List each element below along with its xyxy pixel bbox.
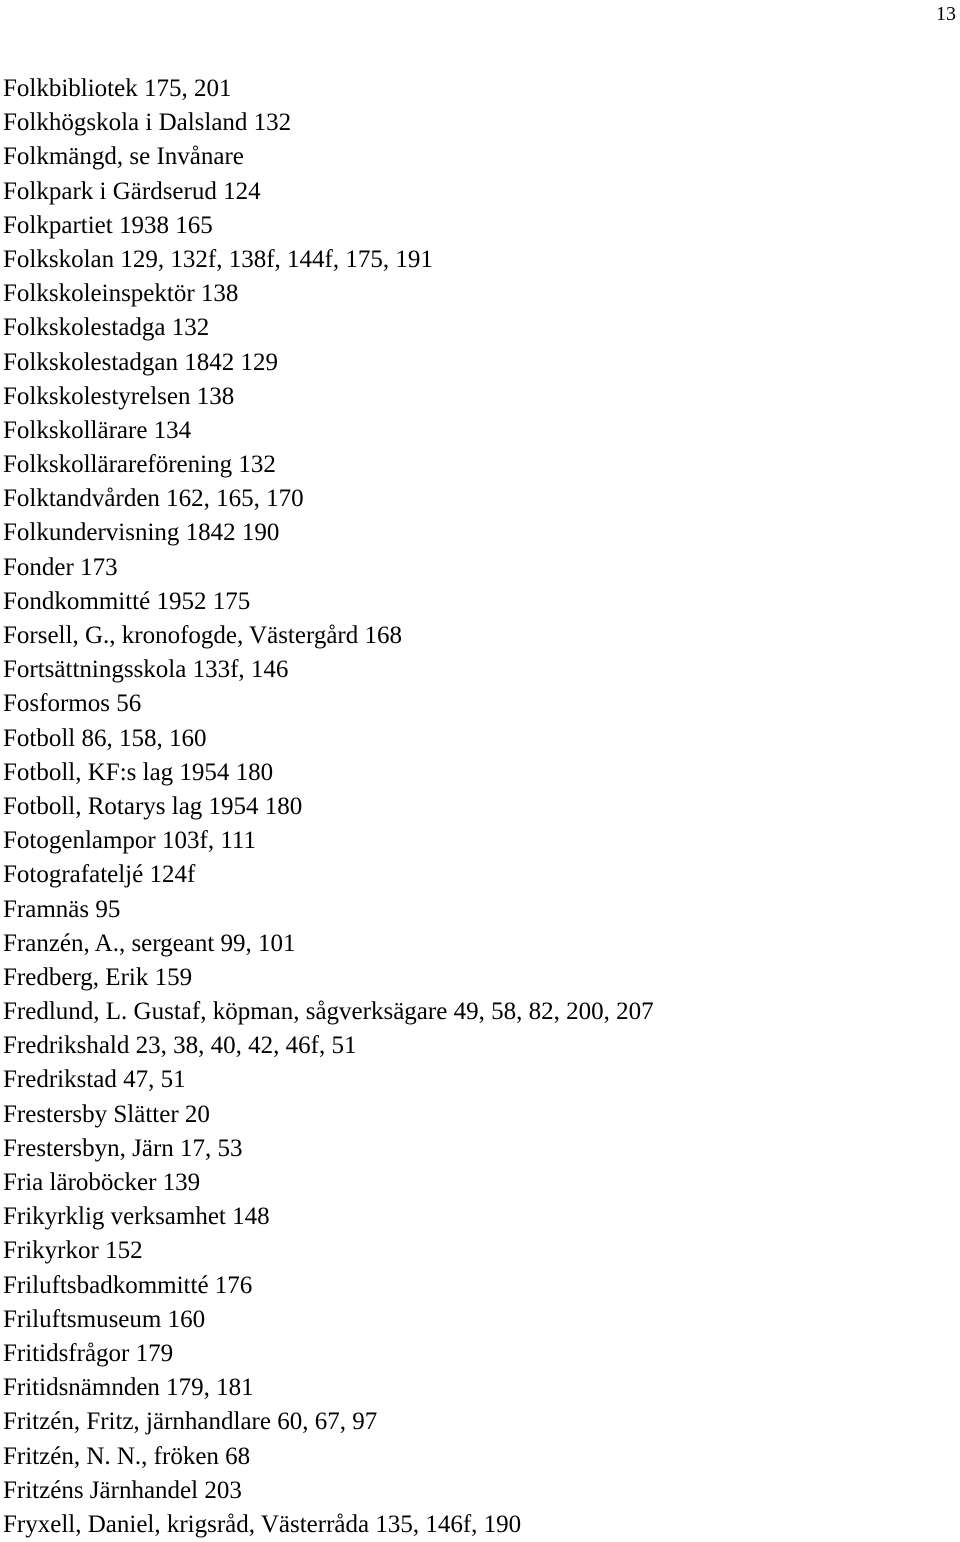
index-entry: Folkpartiet 1938 165 — [3, 211, 213, 239]
index-entry: Folkhögskola i Dalsland 132 — [3, 109, 292, 137]
index-entry: Fritzéns Järnhandel 203 — [3, 1476, 242, 1504]
index-entry: Framnäs 95 — [3, 895, 121, 923]
index-entry: Fryxell, Daniel, krigsråd, Västerråda 135, 146f, 190 — [3, 1510, 522, 1538]
index-entry: Frestersbyn, Järn 17, 53 — [3, 1134, 243, 1162]
index-entry: Fotboll 86, 158, 160 — [3, 724, 207, 752]
index-entry: Fotboll, KF:s lag 1954 180 — [3, 758, 274, 786]
page-number: 13 — [936, 3, 956, 25]
index-entry: Folktandvården 162, 165, 170 — [3, 485, 304, 513]
index-entry: Folkskolestadgan 1842 129 — [3, 348, 278, 376]
index-entry: Frikyrklig verksamhet 148 — [3, 1203, 270, 1231]
index-entry: Folkbibliotek 175, 201 — [3, 75, 232, 102]
index-entry: Friluftsbadkommitté 176 — [3, 1271, 253, 1299]
index-entry: Fritidsnämnden 179, 181 — [3, 1374, 254, 1402]
index-entry: Fondkommitté 1952 175 — [3, 587, 251, 615]
index-entry: Folkpark i Gärdserud 124 — [3, 177, 261, 205]
index-entry: Fritzén, N. N., fröken 68 — [3, 1442, 251, 1470]
index-entry: Fotografateljé 124f — [3, 861, 196, 889]
index-entry: Fritzén, Fritz, järnhandlare 60, 67, 97 — [3, 1408, 378, 1436]
index-entry: Folkskolan 129, 132f, 138f, 144f, 175, 191 — [3, 245, 433, 273]
index-entry: Fortsättningsskola 133f, 146 — [3, 656, 289, 684]
index-entry: Folkmängd, se Invånare — [3, 143, 244, 171]
index-entry: Frikyrkor 152 — [3, 1237, 143, 1265]
index-entry: Folkskollärare 134 — [3, 416, 192, 444]
index-entry: Folkskolestadga 132 — [3, 314, 210, 342]
index-entry: Fredberg, Erik 159 — [3, 963, 193, 991]
index-entry: Folkskollärareförening 132 — [3, 451, 276, 479]
index-entry: Fredrikstad 47, 51 — [3, 1066, 186, 1094]
index-entry: Frestersby Slätter 20 — [3, 1100, 210, 1128]
index-entry: Fredlund, L. Gustaf, köpman, sågverksägare 49, 58, 82, 200, 207 — [3, 998, 654, 1026]
index-entry: Fredrikshald 23, 38, 40, 42, 46f, 51 — [3, 1032, 357, 1060]
index-entry: Fonder 173 — [3, 553, 118, 581]
index-entry: Folkskoleinspektör 138 — [3, 280, 239, 308]
index-entry: Fotogenlampor 103f, 111 — [3, 827, 256, 855]
index-list — [3, 72, 654, 1542]
index-entry: Fria läroböcker 139 — [3, 1169, 201, 1196]
index-entry: Folkskolestyrelsen 138 — [3, 382, 235, 410]
index-entry: Fotboll, Rotarys lag 1954 180 — [3, 792, 303, 820]
index-entry: Fosformos 56 — [3, 690, 142, 718]
index-entry: Fritidsfrågor 179 — [3, 1339, 174, 1367]
index-entry: Forsell, G., kronofogde, Västergård 168 — [3, 622, 403, 649]
index-entry: Friluftsmuseum 160 — [3, 1305, 206, 1333]
index-entry: Folkundervisning 1842 190 — [3, 519, 280, 547]
index-entry: Franzén, A., sergeant 99, 101 — [3, 929, 296, 957]
